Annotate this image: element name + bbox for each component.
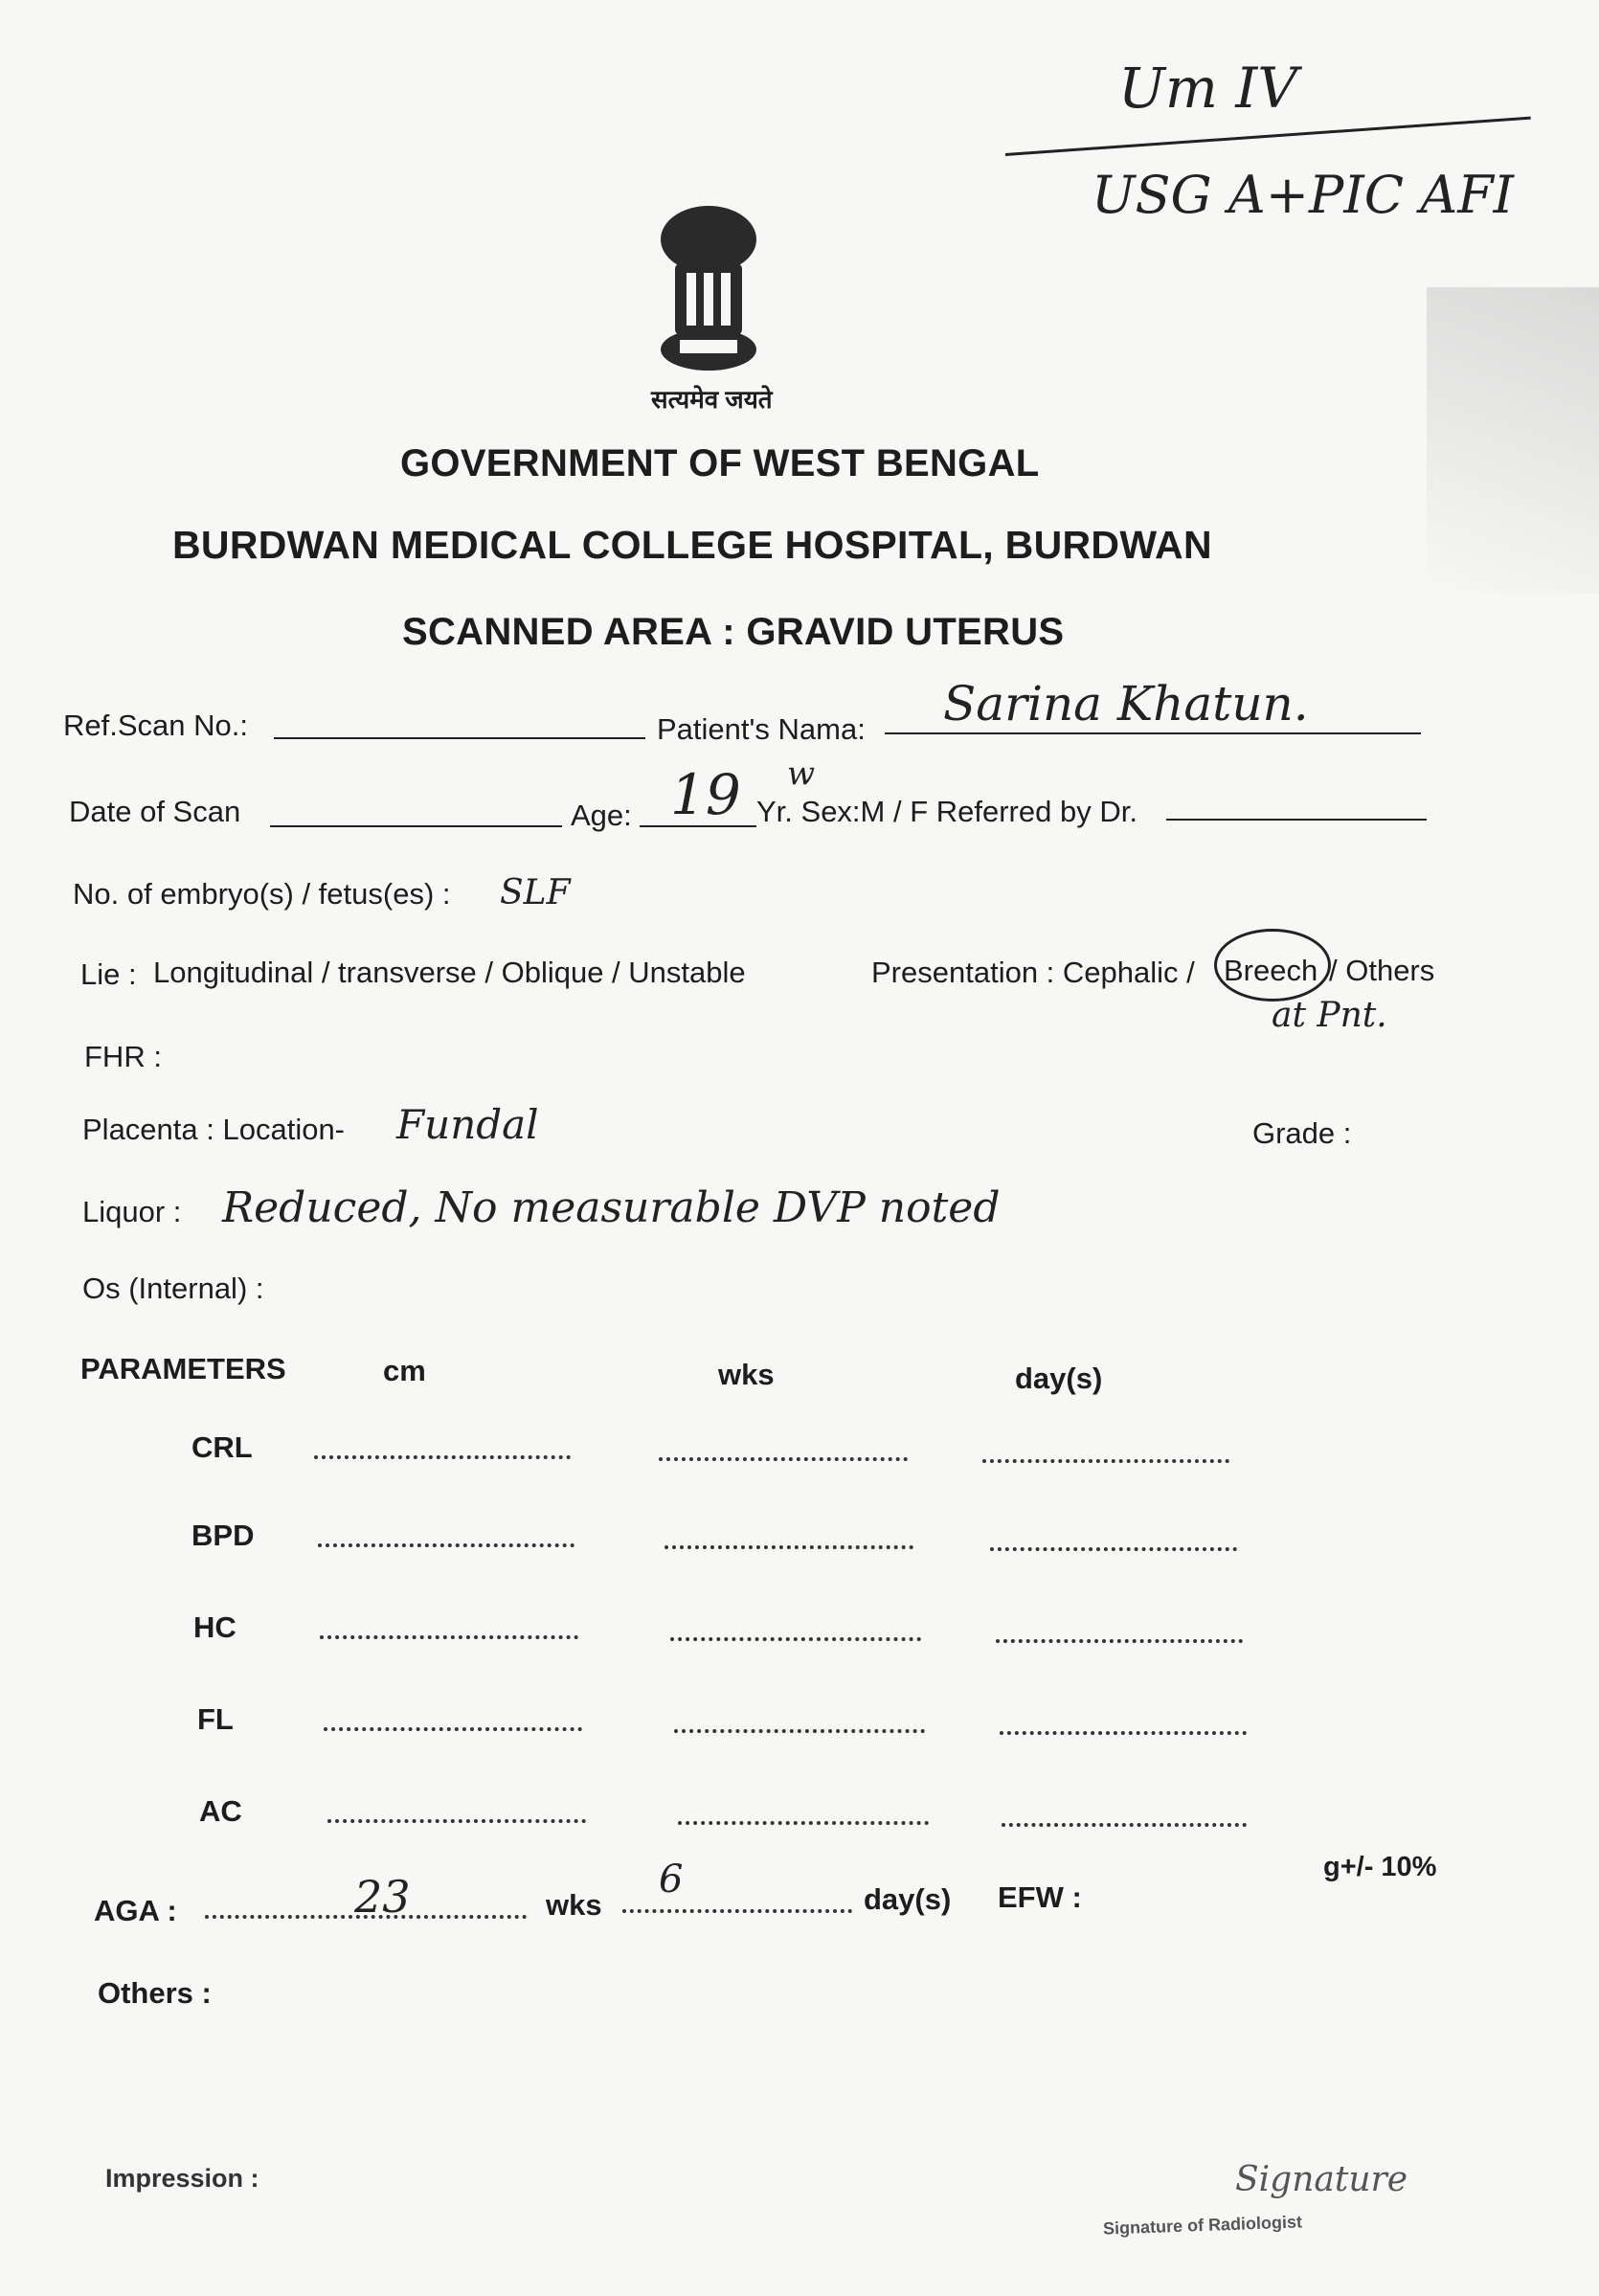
age-label: Age:	[571, 799, 632, 832]
param-days-field	[1000, 1731, 1247, 1735]
impression-label: Impression :	[105, 2164, 259, 2193]
top-annotation-line2: USG A+PIC AFI	[1092, 165, 1514, 225]
annotation-underline	[1005, 117, 1531, 156]
top-annotation-line1: Um IV	[1118, 56, 1298, 121]
param-row-label: AC	[199, 1794, 242, 1828]
embryo-count-label: No. of embryo(s) / fetus(es) :	[73, 877, 451, 911]
param-days-field	[990, 1547, 1237, 1551]
param-days-field	[996, 1639, 1243, 1643]
ashoka-emblem-icon	[637, 196, 780, 378]
param-row-label: FL	[197, 1702, 234, 1736]
parameters-heading: PARAMETERS	[80, 1352, 286, 1385]
scanned-area-title: SCANNED AREA : GRAVID UTERUS	[402, 611, 1065, 653]
param-row-label: BPD	[191, 1519, 255, 1552]
aga-label: AGA :	[94, 1894, 177, 1927]
embryo-count-value: SLF	[500, 873, 571, 912]
hospital-title: BURDWAN MEDICAL COLLEGE HOSPITAL, BURDWAN	[172, 523, 1212, 567]
liquor-value: Reduced, No measurable DVP noted	[222, 1183, 1001, 1232]
aga-weeks-value: 23	[354, 1871, 411, 1923]
grade-label: Grade :	[1252, 1116, 1352, 1150]
param-cm-field	[327, 1819, 586, 1823]
param-wks-field	[670, 1637, 921, 1641]
ref-scan-label: Ref.Scan No.:	[63, 709, 248, 742]
patient-name-field	[885, 732, 1421, 734]
others-label: Others :	[98, 1976, 212, 2010]
aga-days-label: day(s)	[864, 1882, 952, 1916]
emblem-motto: सत्यमेव जयते	[651, 385, 773, 414]
presentation-selected: Breech	[1224, 954, 1318, 987]
param-cm-field	[320, 1635, 578, 1639]
param-wks-field	[678, 1821, 929, 1825]
referred-by-field	[1166, 819, 1427, 821]
yr-sex-referred-label: Yr. Sex:M / F Referred by Dr.	[756, 795, 1137, 828]
param-cm-field	[318, 1543, 574, 1547]
param-days-field	[1002, 1823, 1247, 1827]
age-superscript: w	[787, 754, 816, 793]
presentation-note: at Pnt.	[1272, 996, 1387, 1035]
param-wks-field	[664, 1545, 913, 1549]
aga-days-value: 6	[659, 1857, 684, 1902]
param-row-label: HC	[193, 1610, 236, 1644]
date-of-scan-field	[270, 825, 562, 827]
paper-fold-shadow	[1427, 287, 1599, 594]
param-wks-field	[674, 1729, 925, 1733]
signature-scribble: Signature	[1235, 2160, 1408, 2199]
os-internal-label: Os (Internal) :	[82, 1272, 264, 1305]
param-row-label: CRL	[191, 1430, 253, 1464]
government-title: GOVERNMENT OF WEST BENGAL	[400, 442, 1040, 484]
age-value: 19	[670, 762, 741, 827]
aga-wks-label: wks	[546, 1888, 602, 1922]
param-cm-field	[314, 1455, 571, 1459]
signature-caption: Signature of Radiologist	[1102, 2212, 1303, 2239]
presentation-others: / Others	[1329, 954, 1435, 987]
parameters-col-wks: wks	[718, 1358, 775, 1391]
patient-name-value: Sarina Khatun.	[943, 676, 1309, 732]
ref-scan-field	[274, 737, 645, 739]
aga-days-field	[622, 1909, 852, 1913]
lie-label: Lie :	[80, 957, 137, 991]
efw-note: g+/- 10%	[1323, 1852, 1437, 1882]
efw-label: EFW :	[998, 1880, 1082, 1914]
parameters-col-days: day(s)	[1015, 1362, 1103, 1395]
placenta-label: Placenta : Location-	[82, 1113, 346, 1146]
placenta-value: Fundal	[396, 1101, 539, 1148]
presentation-label: Presentation : Cephalic /	[871, 956, 1195, 989]
fhr-label: FHR :	[84, 1040, 162, 1073]
liquor-label: Liquor :	[82, 1195, 182, 1228]
lie-options: Longitudinal / transverse / Oblique / Unstable	[153, 956, 746, 989]
param-days-field	[982, 1459, 1229, 1463]
patient-name-label: Patient's Nama:	[657, 712, 866, 746]
date-of-scan-label: Date of Scan	[69, 795, 241, 828]
param-wks-field	[659, 1457, 908, 1461]
parameters-col-cm: cm	[383, 1354, 426, 1387]
param-cm-field	[324, 1727, 582, 1731]
